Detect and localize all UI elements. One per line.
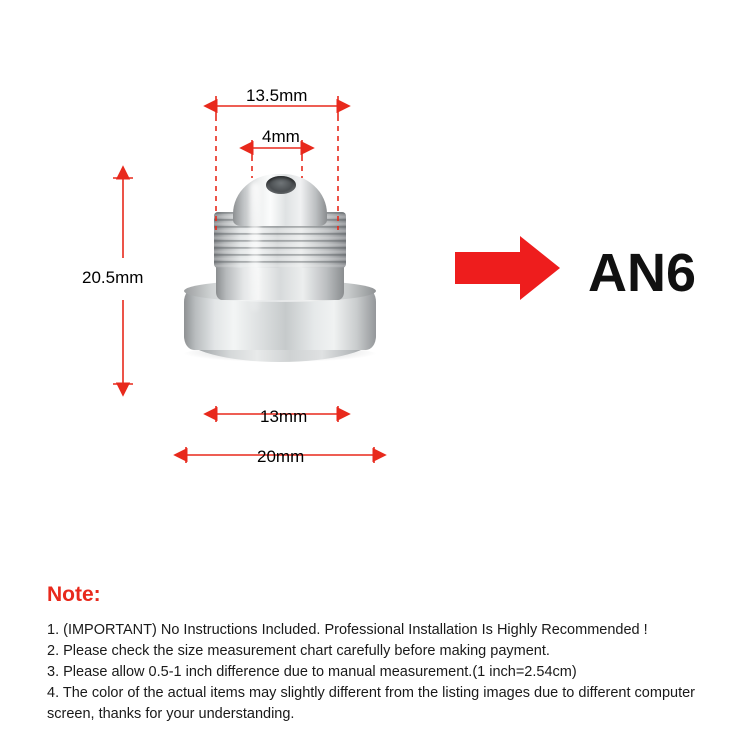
note-line: 1. (IMPORTANT) No Instructions Included. Professional Installation Is Highly Recommended ! — [47, 622, 648, 638]
dimension-label-bore: 4mm — [262, 127, 300, 146]
dim-13-5mm-group — [216, 96, 338, 230]
note-line: 4. The color of the actual items may slightly different from the listing images due to different computer — [47, 685, 695, 701]
note-line: 2. Please check the size measurement chart carefully before making payment. — [47, 643, 550, 659]
dimension-label-height: 20.5mm — [82, 268, 144, 287]
note-list — [47, 620, 737, 725]
red-right-arrow — [455, 236, 560, 300]
dimension-label-base-outer: 20mm — [257, 447, 305, 466]
product-size-label: AN6 — [588, 243, 697, 303]
note-title: Note: — [47, 583, 101, 606]
note-line: screen, thanks for your understanding. — [47, 706, 295, 722]
dimension-label-base-inner: 13mm — [260, 407, 308, 426]
dimension-label-top-outer: 13.5mm — [246, 86, 308, 105]
note-line: 3. Please allow 0.5-1 inch difference due to manual measurement.(1 inch=2.54cm) — [47, 664, 577, 680]
